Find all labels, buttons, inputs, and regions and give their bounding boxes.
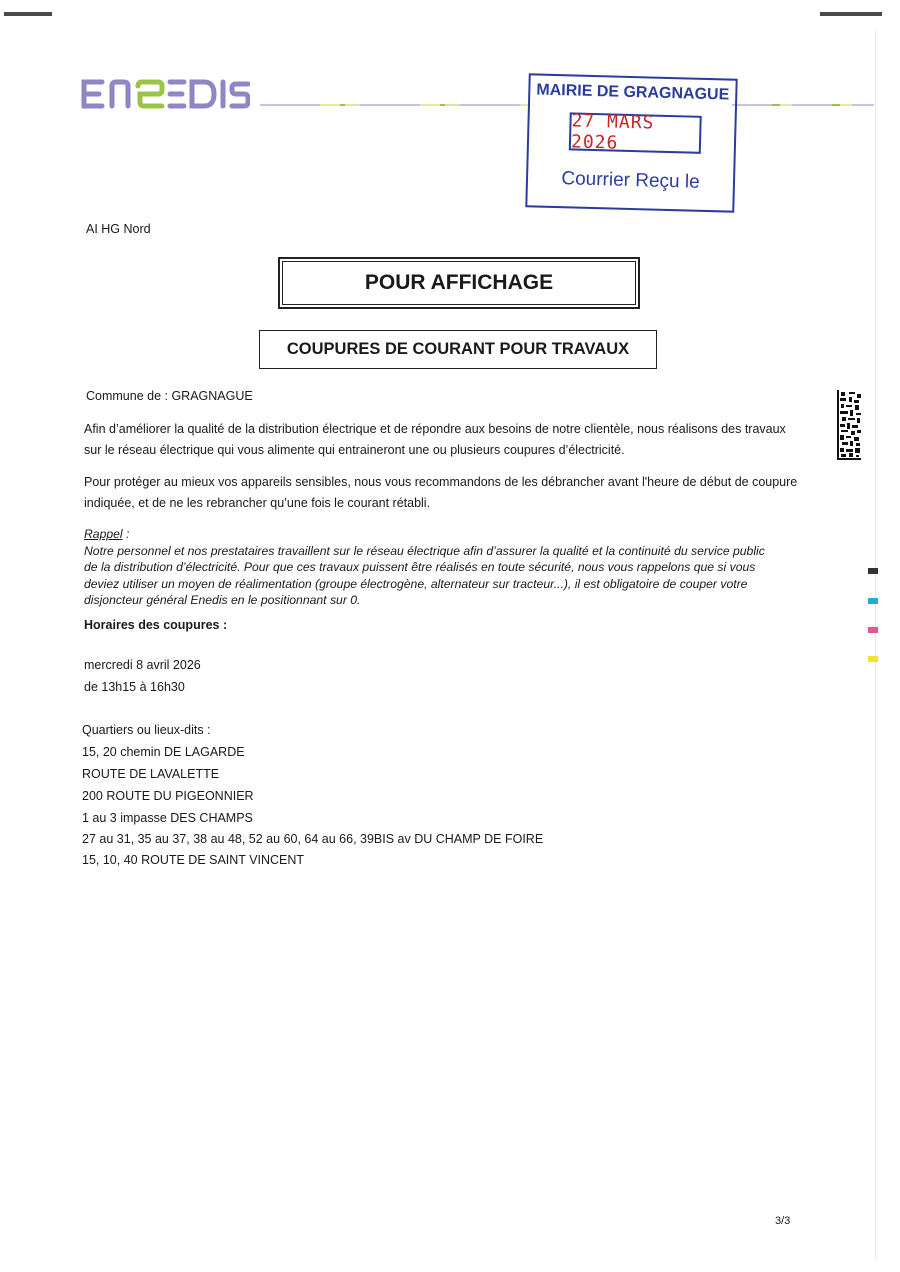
stamp-date: 27 MARS 2026 [569,112,702,153]
subtitle-box: COUPURES DE COURANT POUR TRAVAUX [259,330,657,369]
header-rule-left [260,104,528,106]
rappel-line: de la distribution d’électricité. Pour que ces travaux puissent être réalisés en toute sécurité, nous vous rappelons que si vous [84,560,756,574]
title-box: POUR AFFICHAGE [278,257,640,309]
intro-paragraph-line: Afin d’améliorer la qualité de la distribution électrique et de répondre aux besoins de notre clientèle, nous réalisons des travaux [84,422,786,436]
stamp-footer: Courrier Reçu le [561,168,700,193]
schedule-time: de 13h15 à 16h30 [84,680,185,694]
advice-paragraph-line: indiquée, et de ne les rebrancher qu’une fois le courant rétabli. [84,496,431,510]
rappel-line: Notre personnel et nos prestataires travaillent sur le réseau électrique afin d’assurer la qualité et la continuité du service public [84,543,765,558]
location-item: 15, 20 chemin DE LAGARDE [82,745,245,759]
rappel-colon: : [122,527,130,541]
print-mark-cyan [868,598,878,604]
print-mark-black [868,568,878,574]
rappel-label: Rappel [84,527,123,541]
location-item: ROUTE DE LAVALETTE [82,767,220,781]
scan-edge-line [875,30,876,1260]
intro-paragraph [84,419,804,461]
advice-paragraph [84,472,804,514]
locations-heading: Quartiers ou lieux-dits : [82,723,211,737]
location-item: 1 au 3 impasse DES CHAMPS [82,811,253,825]
print-mark-yellow [868,656,878,662]
stamp-title: MAIRIE DE GRAGNAGUE [536,81,730,104]
datamatrix-code [837,390,861,460]
commune-line: Commune de : GRAGNAGUE [86,389,253,403]
location-item: 27 au 31, 35 au 37, 38 au 48, 52 au 60, 64 au 66, 39BIS av DU CHAMP DE FOIRE [82,832,544,846]
scan-edge-mark-left [4,12,52,16]
reception-stamp [525,73,737,212]
intro-paragraph-line: sur le réseau électrique qui vous alimente qui entraineront une ou plusieurs coupures d’électricité. [84,443,625,457]
enedis-logo [80,76,250,121]
location-item: 200 ROUTE DU PIGEONNIER [82,789,254,803]
location-item: 15, 10, 40 ROUTE DE SAINT VINCENT [82,853,305,867]
scan-edge-mark-right [820,12,882,16]
header-rule-right [732,104,874,106]
schedule-heading: Horaires des coupures : [84,618,228,632]
sender-label: AI HG Nord [86,222,151,236]
advice-paragraph-line: Pour protéger au mieux vos appareils sensibles, nous vous recommandons de les débrancher avant l'heure de début de coupure [84,475,798,489]
print-mark-magenta [868,627,878,633]
rappel-line: deviez utiliser un moyen de réalimentation (groupe électrogène, alternateur sur tracteur...), il est obligatoire de couper votre [84,576,748,591]
rappel-block [84,526,784,609]
schedule-date: mercredi 8 avril 2026 [84,658,201,672]
page-number: 3/3 [775,1215,791,1227]
rappel-line: disjoncteur général Enedis en le positionnant sur 0. [84,593,361,607]
